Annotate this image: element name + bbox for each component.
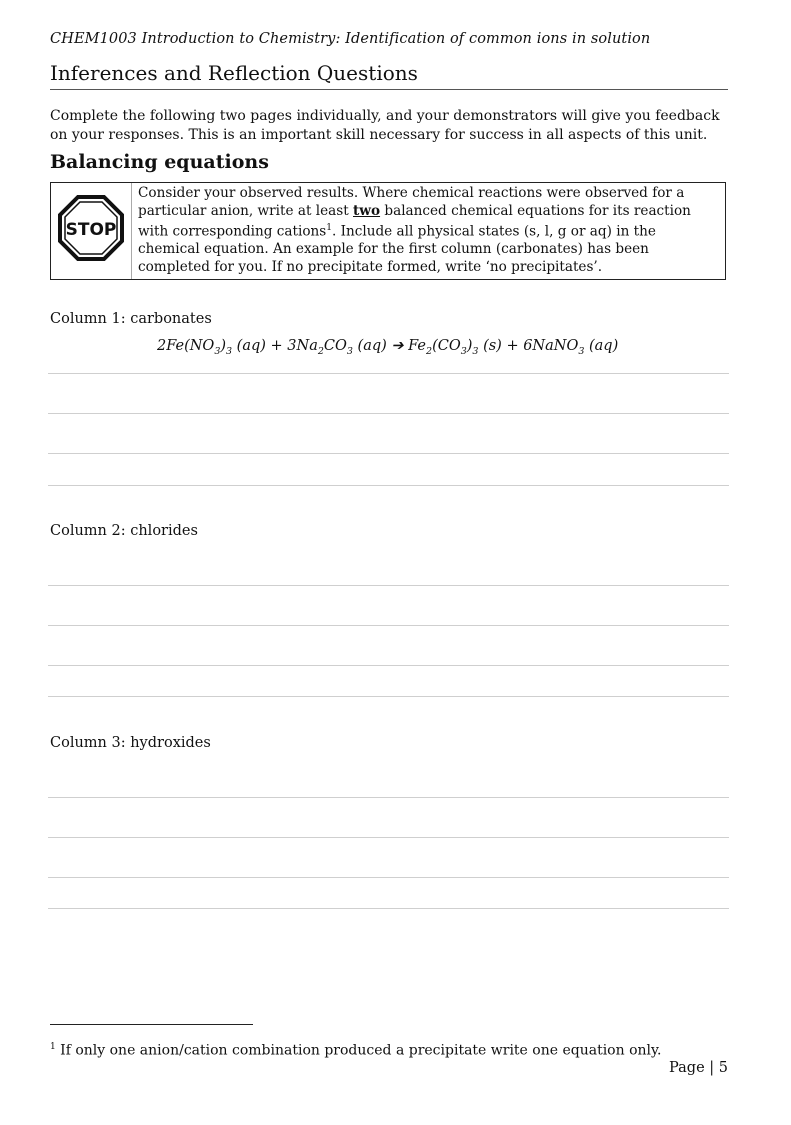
eq-part: (CO (432, 338, 461, 354)
eq-part: 2Fe(NO (157, 338, 215, 354)
eq-part: (aq) (584, 338, 619, 354)
section-title: Inferences and Reflection Questions (50, 61, 728, 90)
answer-line[interactable] (48, 485, 729, 486)
footnote-divider (50, 1024, 253, 1025)
subsection-title: Balancing equations (50, 151, 269, 173)
answer-line[interactable] (48, 453, 729, 454)
instruction-part-1: Consider your observed results. Where chemical reactions were observed for a particular anion, write at least (138, 185, 685, 219)
eq-subscript: 3 (346, 345, 353, 357)
running-header: CHEM1003 Introduction to Chemistry: Identification of common ions in solution (50, 31, 651, 47)
footnote-text: If only one anion/cation combination produced a precipitate write one equation only. (55, 1042, 662, 1059)
answer-line[interactable] (48, 696, 729, 697)
column-2-label: Column 2: chlorides (50, 523, 198, 539)
eq-subscript: 3 (460, 345, 467, 357)
answer-line[interactable] (48, 413, 729, 414)
eq-part: (aq) ➔ Fe (352, 338, 427, 354)
stop-sign-label: STOP (65, 220, 117, 240)
intro-line-2: on your responses. This is an important skill necessary for success in all aspects of this unit. (50, 127, 708, 143)
stop-icon-cell (51, 183, 132, 279)
stop-sign-icon (58, 195, 124, 261)
eq-subscript: 3 (214, 345, 221, 357)
footnote-marker: 1 (50, 1042, 56, 1052)
footnote (50, 1042, 662, 1059)
answer-line[interactable] (48, 373, 729, 374)
instruction-part-3: . Include all physical states (s, l, g or aq) in the chemical equation. An example for the first column (carbonates) has been completed for you. If no precipitate formed, write ‘no precipitates’. (138, 223, 656, 275)
column-3-label: Column 3: hydroxides (50, 735, 211, 751)
eq-subscript: 3 (578, 345, 585, 357)
answer-line[interactable] (48, 665, 729, 666)
answer-line[interactable] (48, 797, 729, 798)
instruction-part-2: balanced chemical equations for its reaction with corresponding cations (138, 202, 691, 240)
eq-part: ) (220, 338, 227, 354)
answer-line[interactable] (48, 625, 729, 626)
instruction-emphasis: two (353, 202, 381, 219)
footnote-reference: 1 (326, 223, 332, 233)
eq-part: ) (466, 338, 473, 354)
stop-instruction-box (50, 182, 726, 280)
answer-line[interactable] (48, 908, 729, 909)
answer-line[interactable] (48, 877, 729, 878)
eq-part: (aq) + 3Na (232, 338, 318, 354)
page-number: Page | 5 (669, 1060, 728, 1076)
example-equation (157, 338, 618, 357)
instruction-text (138, 185, 718, 276)
eq-subscript: 2 (426, 345, 433, 357)
intro-line-1: Complete the following two pages individually, and your demonstrators will give you feedback (50, 108, 720, 124)
eq-subscript: 3 (226, 345, 233, 357)
intro-paragraph (50, 107, 740, 145)
answer-line[interactable] (48, 585, 729, 586)
eq-part: (s) + 6NaNO (478, 338, 579, 354)
column-1-label: Column 1: carbonates (50, 311, 212, 327)
eq-subscript: 2 (317, 345, 324, 357)
answer-line[interactable] (48, 837, 729, 838)
eq-part: CO (323, 338, 347, 354)
eq-subscript: 3 (472, 345, 479, 357)
